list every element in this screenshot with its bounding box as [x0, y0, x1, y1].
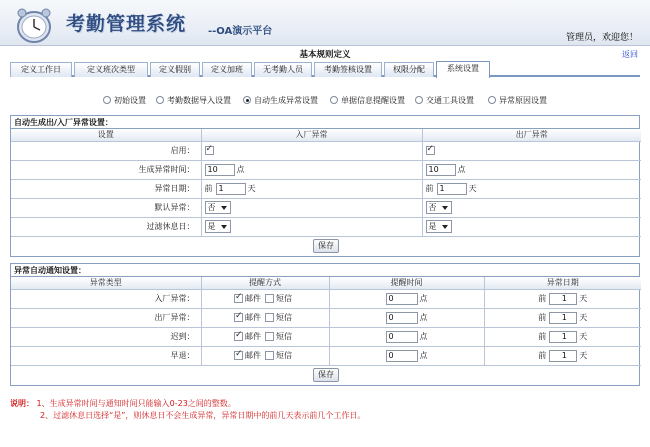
auto-exception-table	[11, 129, 641, 256]
radio-label: 考勤数据导入设置	[167, 95, 231, 105]
table-row	[11, 179, 641, 198]
tab-overtime[interactable]: 定义加班	[202, 62, 252, 77]
unit-label: 点	[236, 165, 245, 174]
tab-system-settings[interactable]: 系统设置	[436, 61, 490, 78]
radio-label: 自动生成异常设置	[254, 95, 318, 105]
radio-button[interactable]	[330, 96, 338, 104]
sms-checkbox[interactable]	[265, 332, 274, 341]
sms-label: 短信	[276, 294, 292, 303]
sms-checkbox[interactable]	[265, 351, 274, 360]
tab-workday[interactable]: 定义工作日	[10, 62, 72, 77]
table-row	[11, 217, 641, 236]
exc-date-in-input[interactable]: 1	[216, 183, 246, 195]
table-row	[11, 160, 641, 179]
prefix-label: 前	[538, 294, 547, 303]
enable-in-checkbox[interactable]	[205, 146, 214, 155]
radio-label: 初始设置	[114, 95, 146, 105]
radio-label: 异常原因设置	[499, 95, 547, 105]
unit-label: 天	[247, 184, 256, 193]
tab-approval[interactable]: 考勤签核设置	[314, 62, 382, 77]
prefix-label: 前	[538, 332, 547, 341]
table-row	[11, 198, 641, 217]
radio-reminder[interactable]	[330, 94, 405, 106]
notify-time-input[interactable]: 0	[386, 293, 418, 305]
row-label: 异常日期：	[11, 179, 201, 198]
column-header: 异常类型	[11, 277, 201, 289]
unit-label: 点	[419, 332, 428, 341]
gen-time-in-input[interactable]: 10	[205, 164, 235, 176]
settings-radio-group	[0, 94, 650, 106]
section-title: 异常自动通知设置：	[11, 264, 639, 277]
radio-button-selected[interactable]	[243, 96, 251, 104]
email-checkbox[interactable]	[234, 351, 243, 360]
enable-out-checkbox[interactable]	[426, 146, 435, 155]
email-checkbox[interactable]	[234, 294, 243, 303]
row-label: 早退：	[11, 346, 201, 365]
column-header: 设置	[11, 129, 201, 141]
app-subtitle: --OA演示平台	[208, 26, 273, 37]
table-row	[11, 308, 641, 327]
radio-initial[interactable]	[103, 94, 146, 106]
email-label: 邮件	[245, 332, 261, 341]
notify-time-input[interactable]: 0	[386, 350, 418, 362]
gen-time-out-input[interactable]: 10	[426, 164, 456, 176]
prefix-label: 前	[538, 351, 547, 360]
notify-time-input[interactable]: 0	[386, 312, 418, 324]
column-header: 出厂异常	[422, 129, 641, 141]
email-checkbox[interactable]	[234, 313, 243, 322]
email-label: 邮件	[245, 294, 261, 303]
note-item: 1、生成异常时间与通知时间只能输入0-23之间的整数。	[36, 399, 236, 408]
column-header: 入厂异常	[201, 129, 422, 141]
chevron-down-icon	[442, 206, 448, 210]
radio-exception-reason[interactable]	[488, 94, 547, 106]
auto-exception-panel	[10, 115, 640, 257]
filter-out-select[interactable]	[426, 220, 452, 233]
chevron-down-icon	[442, 225, 448, 229]
auto-notify-table	[11, 277, 641, 385]
email-checkbox[interactable]	[234, 332, 243, 341]
row-label: 默认异常：	[11, 198, 201, 217]
email-label: 邮件	[245, 351, 261, 360]
row-label: 启用：	[11, 141, 201, 160]
filter-in-select[interactable]	[205, 220, 231, 233]
welcome-text: 管理员，欢迎您！	[565, 33, 638, 43]
notify-days-input[interactable]: 1	[549, 312, 577, 324]
row-label: 入厂异常：	[11, 289, 201, 308]
default-out-select[interactable]	[426, 201, 452, 214]
notify-days-input[interactable]: 1	[549, 293, 577, 305]
sms-checkbox[interactable]	[265, 294, 274, 303]
auto-notify-panel	[10, 263, 640, 386]
prefix-label: 前	[538, 313, 547, 322]
row-label: 出厂异常：	[11, 308, 201, 327]
row-label: 迟到：	[11, 327, 201, 346]
radio-button[interactable]	[156, 96, 164, 104]
notes-label: 说明：	[10, 399, 34, 408]
notify-days-input[interactable]: 1	[549, 350, 577, 362]
radio-label: 交通工具设置	[426, 95, 474, 105]
sms-checkbox[interactable]	[265, 313, 274, 322]
default-in-select[interactable]	[205, 201, 231, 214]
chevron-down-icon	[221, 225, 227, 229]
select-value: 否	[428, 203, 437, 212]
row-label: 生成异常时间：	[11, 160, 201, 179]
notify-days-input[interactable]: 1	[549, 331, 577, 343]
unit-label: 天	[468, 184, 477, 193]
column-header: 提醒时间	[329, 277, 484, 289]
sms-label: 短信	[276, 332, 292, 341]
notify-time-input[interactable]: 0	[386, 331, 418, 343]
table-row	[11, 346, 641, 365]
table-row	[11, 327, 641, 346]
row-label: 过滤休息日：	[11, 217, 201, 236]
radio-button[interactable]	[415, 96, 423, 104]
clock-logo-icon	[14, 6, 54, 44]
radio-button[interactable]	[103, 96, 111, 104]
chevron-down-icon	[221, 206, 227, 210]
prefix-label: 前	[425, 184, 434, 193]
exc-date-out-input[interactable]: 1	[437, 183, 467, 195]
radio-button[interactable]	[488, 96, 496, 104]
save-button[interactable]: 保存	[313, 368, 339, 382]
notes-panel	[10, 398, 640, 422]
unit-label: 点	[419, 294, 428, 303]
app-title: 考勤管理系统	[66, 13, 187, 35]
prefix-label: 前	[204, 184, 213, 193]
tab-permissions[interactable]: 权限分配	[384, 62, 434, 77]
save-button[interactable]: 保存	[313, 239, 339, 253]
app-header	[0, 0, 650, 46]
table-row	[11, 289, 641, 308]
note-item: 2、过滤休息日选择“是”，则休息日不会生成异常，异常日期中的前几天表示前几个工作日。	[40, 411, 366, 420]
column-header: 提醒方式	[201, 277, 329, 289]
radio-label: 单据信息提醒设置	[341, 95, 405, 105]
unit-label: 天	[579, 294, 588, 303]
unit-label: 天	[579, 351, 588, 360]
unit-label: 点	[457, 165, 466, 174]
radio-auto-exception[interactable]	[243, 94, 318, 106]
tab-leave-type[interactable]: 定义假别	[150, 62, 200, 77]
select-value: 否	[207, 203, 216, 212]
back-link[interactable]: 返回	[622, 50, 638, 59]
section-title: 自动生成出/入厂异常设置：	[11, 116, 639, 129]
column-header: 异常日期	[484, 277, 641, 289]
tab-shift-type[interactable]: 定义班次类型	[74, 62, 148, 77]
radio-transport[interactable]	[415, 94, 474, 106]
select-value: 是	[207, 222, 216, 231]
table-row	[11, 141, 641, 160]
sms-label: 短信	[276, 313, 292, 322]
tab-no-attendance[interactable]: 无考勤人员	[254, 62, 312, 77]
unit-label: 点	[419, 313, 428, 322]
unit-label: 天	[579, 332, 588, 341]
email-label: 邮件	[245, 313, 261, 322]
radio-data-import[interactable]	[156, 94, 231, 106]
sms-label: 短信	[276, 351, 292, 360]
page-title: 基本规则定义	[299, 50, 351, 60]
select-value: 是	[428, 222, 437, 231]
tab-bar	[10, 61, 640, 77]
unit-label: 天	[579, 313, 588, 322]
unit-label: 点	[419, 351, 428, 360]
